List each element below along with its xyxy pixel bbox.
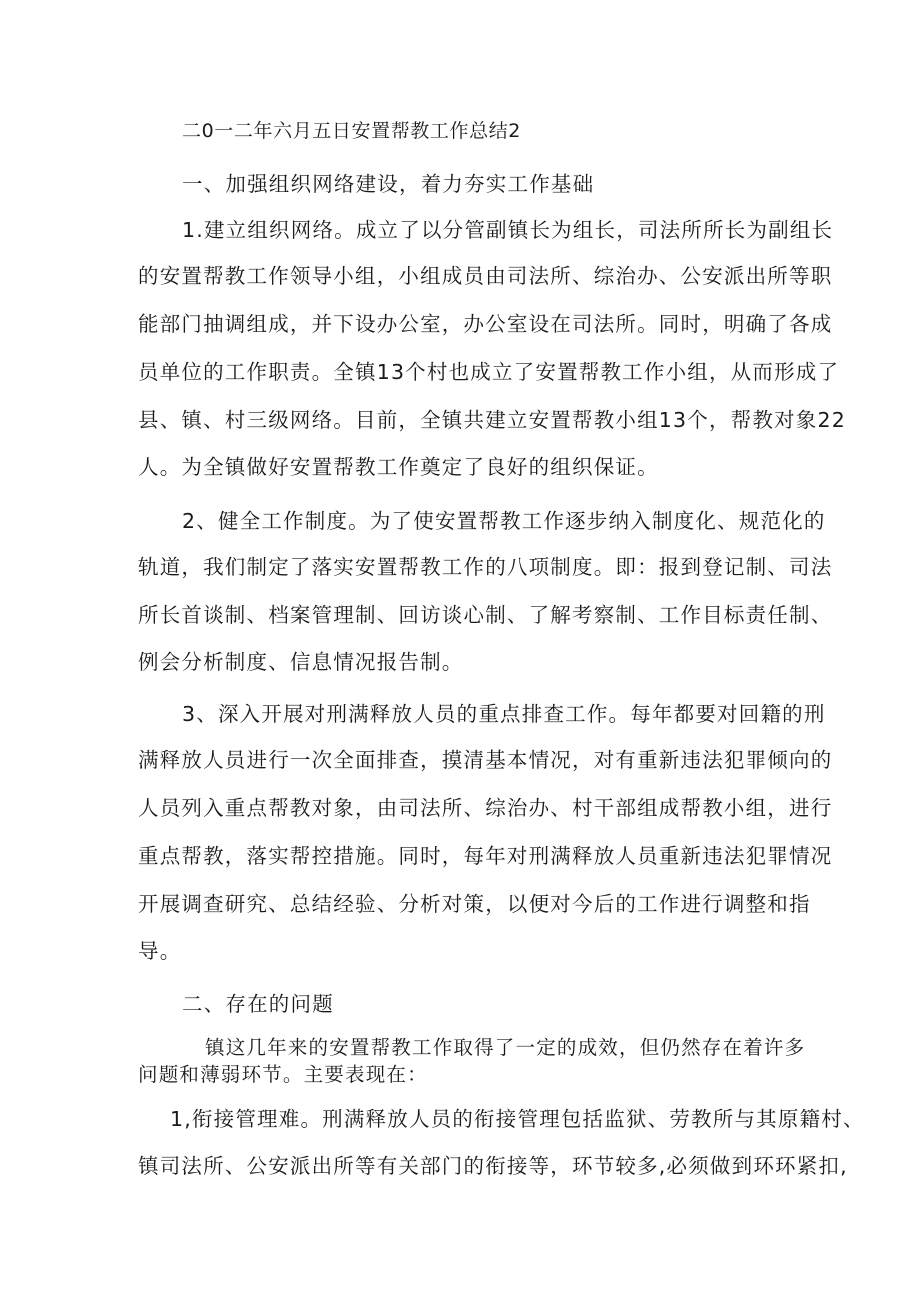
paragraph-5-line-2: 镇司法所、公安派出所等有关部门的衔接等，环节较多,必须做到环环紧扣, — [138, 1154, 848, 1178]
paragraph-3-line-5: 开展调查研究、总结经验、分析对策，以便对今后的工作进行调整和指 — [138, 892, 811, 916]
paragraph-3-line-6: 导。 — [138, 939, 182, 963]
paragraph-1-line-3: 能部门抽调组成，并下设办公室，办公室设在司法所。同时，明确了各成 — [138, 312, 833, 336]
paragraph-1-line-5: 县、镇、村三级网络。目前，全镇共建立安置帮教小组13个，帮教对象22 — [138, 408, 846, 432]
paragraph-2-line-2: 轨道，我们制定了落实安置帮教工作的八项制度。即：报到登记制、司法 — [138, 555, 833, 579]
paragraph-1-line-6: 人。为全镇做好安置帮教工作奠定了良好的组织保证。 — [138, 455, 659, 479]
paragraph-1-line-1: 1.建立组织网络。成立了以分管副镇长为组长，司法所所长为副组长 — [182, 218, 834, 242]
section-heading-1: 一、加强组织网络建设，着力夯实工作基础 — [182, 172, 595, 196]
paragraph-3-line-4: 重点帮教，落实帮控措施。同时，每年对刑满释放人员重新违法犯罪情况 — [138, 844, 833, 868]
paragraph-3-line-3: 人员列入重点帮教对象，由司法所、综治办、村干部组成帮教小组，进行 — [138, 796, 833, 820]
document-title: 二0一二年六月五日安置帮教工作总结2 — [182, 120, 521, 142]
paragraph-4-line-1: 镇这几年来的安置帮教工作取得了一定的成效，但仍然存在着许多 — [205, 1036, 806, 1059]
paragraph-1-line-2: 的安置帮教工作领导小组，小组成员由司法所、综治办、公安派出所等职 — [138, 264, 833, 288]
paragraph-3-line-1: 3、深入开展对刑满释放人员的重点排查工作。每年都要对回籍的刑 — [182, 702, 826, 726]
paragraph-2-line-3: 所长首谈制、档案管理制、回访谈心制、了解考察制、工作目标责任制、 — [138, 603, 833, 627]
paragraph-5-line-1: 1,衔接管理难。刑满释放人员的衔接管理包括监狱、劳教所与其原籍村、 — [170, 1107, 865, 1131]
paragraph-1-line-4: 员单位的工作职责。全镇13个村也成立了安置帮教工作小组，从而形成了 — [138, 360, 840, 384]
paragraph-2-line-1: 2、健全工作制度。为了使安置帮教工作逐步纳入制度化、规范化的 — [182, 509, 826, 533]
paragraph-4-line-2: 问题和薄弱环节。主要表现在： — [138, 1063, 428, 1086]
section-heading-2: 二、存在的问题 — [182, 992, 334, 1016]
paragraph-2-line-4: 例会分析制度、信息情况报告制。 — [138, 650, 464, 674]
paragraph-3-line-2: 满释放人员进行一次全面排查，摸清基本情况，对有重新违法犯罪倾向的 — [138, 748, 833, 772]
